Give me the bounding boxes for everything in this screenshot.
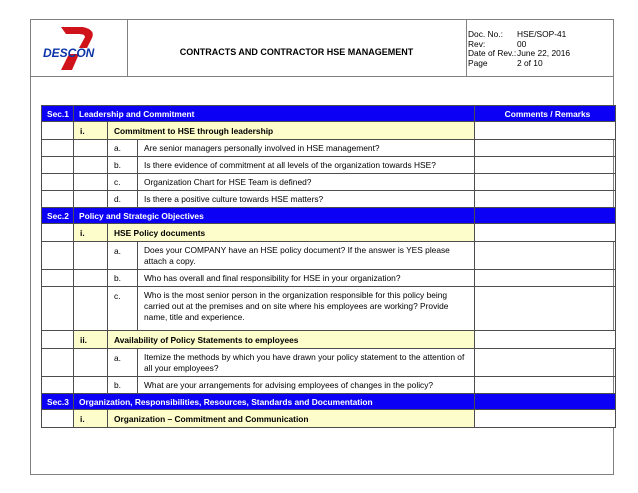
question-letter: a. <box>108 140 138 157</box>
question-text: Are senior managers personally involved in HSE management? <box>138 140 475 157</box>
remarks-cell[interactable] <box>475 287 616 331</box>
subsection-number: i. <box>74 224 108 242</box>
question-row <box>42 140 616 157</box>
question-letter: b. <box>108 157 138 174</box>
question-row <box>42 377 616 394</box>
remarks-header: Comments / Remarks <box>475 106 616 122</box>
subsection-row <box>42 410 616 428</box>
question-letter: c. <box>108 174 138 191</box>
subsection-title: Commitment to HSE through leadership <box>108 122 475 140</box>
section-row <box>42 208 616 224</box>
section-title: Leadership and Commitment <box>74 106 475 122</box>
remarks-cell[interactable] <box>475 224 616 242</box>
question-text: Is there evidence of commitment at all levels of the organization towards HSE? <box>138 157 475 174</box>
question-row <box>42 287 616 331</box>
question-row <box>42 270 616 287</box>
remarks-cell[interactable] <box>475 410 616 428</box>
remarks-cell[interactable] <box>475 140 616 157</box>
subsection-number: i. <box>74 410 108 428</box>
subsection-title: HSE Policy documents <box>108 224 475 242</box>
section-number: Sec.3 <box>42 394 74 410</box>
question-text: Who is the most senior person in the organization responsible for this policy being carried out at the premises and on site where his employees are working? Provide name, title and experience. <box>138 287 475 331</box>
question-text: Does your COMPANY have an HSE policy document? If the answer is YES please attach a copy. <box>138 242 475 270</box>
remarks-cell[interactable] <box>475 270 616 287</box>
section-number: Sec.1 <box>42 106 74 122</box>
remarks-cell[interactable] <box>475 157 616 174</box>
descon-logo <box>39 24 119 74</box>
section-row <box>42 394 616 410</box>
subsection-title: Availability of Policy Statements to employees <box>108 331 475 349</box>
question-text: Itemize the methods by which you have drawn your policy statement to the attention of all your employees? <box>138 349 475 377</box>
question-text: Is there a positive culture towards HSE matters? <box>138 191 475 208</box>
logo-cell <box>31 20 128 76</box>
meta-rev: Rev: 00 <box>468 38 527 49</box>
subsection-number: i. <box>74 122 108 140</box>
document-title: CONTRACTS AND CONTRACTOR HSE MANAGEMENT <box>127 20 467 76</box>
question-row <box>42 242 616 270</box>
meta-date: Date of Rev.: June 22, 2016 <box>468 48 571 59</box>
question-text: Organization Chart for HSE Team is defined? <box>138 174 475 191</box>
meta-doc-no: Doc. No.: HSE/SOP-41 <box>468 29 567 39</box>
remarks-cell[interactable] <box>475 174 616 191</box>
section-number: Sec.2 <box>42 208 74 224</box>
section-row <box>42 106 616 122</box>
document-meta <box>468 30 608 68</box>
question-letter: c. <box>108 287 138 331</box>
remarks-cell[interactable] <box>475 377 616 394</box>
question-row <box>42 349 616 377</box>
question-letter: a. <box>108 349 138 377</box>
section-title: Organization, Responsibilities, Resources, Standards and Documentation <box>74 394 475 410</box>
question-letter: a. <box>108 242 138 270</box>
logo-text: DESCON <box>43 46 95 60</box>
section-title: Policy and Strategic Objectives <box>74 208 475 224</box>
subsection-number: ii. <box>74 331 108 349</box>
remarks-cell[interactable] <box>475 242 616 270</box>
meta-page: Page 2 of 10 <box>468 57 543 68</box>
question-text: What are your arrangements for advising employees of changes in the policy? <box>138 377 475 394</box>
question-letter: d. <box>108 191 138 208</box>
question-letter: b. <box>108 377 138 394</box>
question-letter: b. <box>108 270 138 287</box>
remarks-cell[interactable] <box>475 191 616 208</box>
subsection-row <box>42 122 616 140</box>
document-header <box>30 19 614 77</box>
subsection-row <box>42 331 616 349</box>
remarks-cell[interactable] <box>475 331 616 349</box>
question-row <box>42 174 616 191</box>
question-text: Who has overall and final responsibility for HSE in your organization? <box>138 270 475 287</box>
remarks-cell[interactable] <box>475 349 616 377</box>
question-row <box>42 191 616 208</box>
subsection-title: Organization – Commitment and Communication <box>108 410 475 428</box>
subsection-row <box>42 224 616 242</box>
questionnaire-table <box>41 105 616 428</box>
question-row <box>42 157 616 174</box>
remarks-cell[interactable] <box>475 122 616 140</box>
